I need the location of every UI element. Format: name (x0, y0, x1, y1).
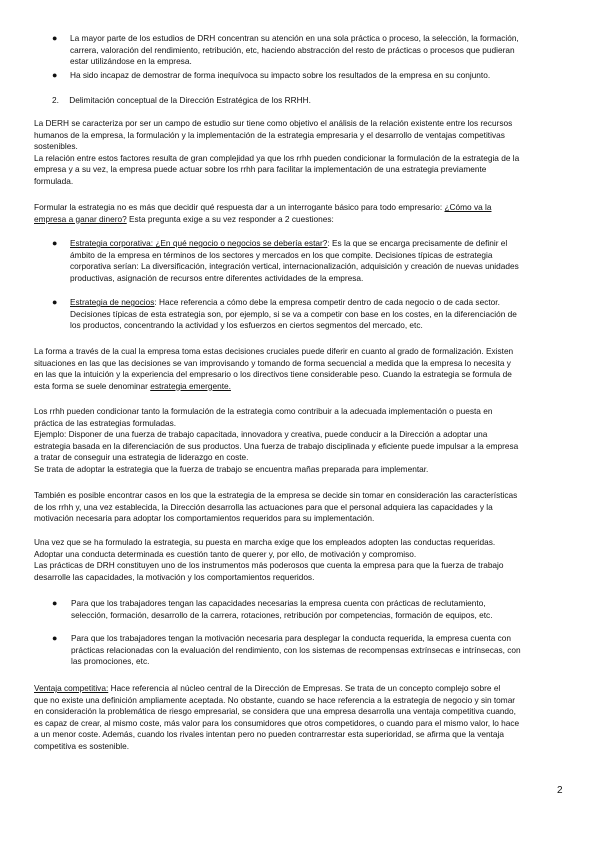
text-span: Formular la estrategia no es más que decidir qué respuesta dar a un interrogante básico para todo empresario: (34, 202, 445, 212)
paragraph (34, 683, 566, 752)
bullet-icon: ● (52, 33, 58, 43)
paragraph (34, 406, 566, 475)
text-line: Los rrhh pueden condicionar tanto la formulación de la estrategia como contribuir a la adecuada implementación o puesta en (34, 406, 493, 416)
bullet-icon: ● (52, 297, 58, 307)
paragraph (34, 118, 566, 187)
text-line: La forma a través de la cual la empresa toma estas decisiones cruciales puede diferir en cuanto al grado de formalización. Existen (34, 346, 514, 356)
text-span: Hace referencia al núcleo central de la Dirección de Empresas. Se trata de un concepto complejo sobre el (108, 683, 501, 693)
term-underlined: Ventaja competitiva: (34, 683, 109, 693)
paragraph (34, 346, 566, 392)
text-line: sostenibles. (34, 141, 78, 151)
question-underlined: ¿Cómo va la (444, 202, 492, 212)
text-line: en consideración la problemática de riesgo empresarial, se considera que una empresa desarrolla una ventaja competitiva cuando, (34, 706, 516, 716)
text-line (70, 297, 567, 309)
text-line: corporativa serían: La diversificación, integración vertical, internacionalización, adquisición y creación de nuevas unidades (70, 261, 519, 271)
text-line (34, 202, 566, 214)
term-underlined: Estrategia de negocios (70, 297, 155, 307)
paragraph (34, 490, 566, 525)
text-line: motivación necesaria para adoptar los comportamientos requeridos para su implementación. (34, 513, 375, 523)
text-line: competitiva es sostenible. (34, 740, 130, 751)
text-line: selección, formación, desarrollo de la carrera, rotaciones, retribución por competencias, formación de equipos, etc. (71, 609, 493, 620)
text-line: empresa y a su vez, la empresa puede actuar sobre los rrhh para facilitar la implementación de una estrategia previamente (34, 164, 487, 174)
text-span: : Hace referencia a cómo debe la empresa competir dentro de cada negocio o de cada sector. (154, 297, 500, 307)
text-line: las promociones, etc. (71, 656, 150, 666)
text-line (34, 214, 566, 226)
text-line: de los rrhh y, una vez establecida, la Dirección desarrolla las actuaciones para que el personal adquiera las capacidades y la (34, 501, 493, 512)
text-line (34, 381, 566, 393)
text-line: a tratar de conseguir una estrategia de liderazgo en coste. (34, 452, 249, 462)
text-line: La DERH se caracteriza por ser un campo de estudio sur tiene como objetivo el análisis de la relación existente entre los recursos (34, 118, 513, 128)
page-number: 2 (557, 785, 563, 796)
text-line: Para que los trabajadores tengan la motivación necesaria para desplegar la conducta requerida, la empresa cuenta con (71, 633, 512, 643)
text-line: También es posible encontrar casos en los que la estrategia de la empresa se decide sin tomar en consideración las características (34, 490, 518, 500)
text-line: Una vez que se ha formulado la estrategia, su puesta en marcha exige que los empleados adopten las conductas requeridas. (34, 537, 496, 547)
text-line: productivas, asignación de recursos entre diferentes actividades de la empresa. (70, 272, 364, 283)
text-line: La relación entre estos factores resulta de gran complejidad ya que los rrhh pueden condicionar la formulación de la estrategia de la (34, 152, 520, 163)
text-line: Ejemplo: Disponer de una fuerza de trabajo capacitada, innovadora y creativa, puede conducir a la Dirección a adoptar una (34, 429, 488, 439)
bullet-icon: ● (52, 238, 58, 248)
bullet-icon: ● (52, 70, 58, 80)
text-line: formulada. (34, 175, 74, 186)
text-line (34, 683, 566, 695)
text-span: Esta pregunta exige a su vez responder a 2 cuestiones: (126, 213, 334, 224)
section-heading (52, 95, 572, 107)
text-line: práctica de las estrategias formuladas. (34, 417, 177, 428)
bullet-icon: ● (52, 633, 58, 643)
text-line: a un menor coste. Además, cuando los rivales intentan pero no pueden contrarrestar esta superioridad, se afirma que la ventaja (34, 729, 504, 739)
text-line: ámbito de la empresa en términos de los sectores y mercados en los que compite. Decisiones típicas de estrategia (70, 249, 493, 260)
text-line: carrera, valoración del rendimiento, retribución, etc, haciendo abstracción del resto de prácticas o procesos que pudieran (70, 44, 515, 55)
text-line: Se trata de adoptar la estrategia que la fuerza de trabajo se encuentra mañas preparada para implementar. (34, 463, 429, 474)
term-underlined: Estrategia corporativa: ¿En qué negocio o negocios se debería estar? (70, 238, 328, 248)
text-line: Ha sido incapaz de demostrar de forma inequívoca su impacto sobre los resultados de la empresa en su conjunto. (70, 70, 491, 80)
text-span: esta forma se suele denominar (34, 380, 151, 391)
text-line: los productos, concentrando la actividad y los esfuerzos en ciertos segmentos del mercado, etc. (70, 320, 423, 330)
paragraph (34, 202, 566, 225)
text-line (70, 238, 567, 250)
text-line: desarrolle las capacidades, la motivación y los comportamientos requeridos. (34, 571, 315, 582)
bullet-icon: ● (52, 598, 58, 608)
section-title: Delimitación conceptual de la Dirección Estratégica de los RRHH. (69, 95, 311, 105)
text-line: Adoptar una conducta determinada es cuestión tanto de querer y, por ello, de motivación y compromiso. (34, 548, 417, 559)
section-number: 2. (52, 95, 59, 105)
text-span: : Es la que se encarga precisamente de definir el (327, 238, 508, 248)
text-line: situaciones en las que las decisiones se van improvisando y tomando de forma secuencial a medida que la empresa lo necesita y (34, 357, 511, 368)
question-underlined: empresa a ganar dinero? (34, 213, 127, 224)
text-line: en las que la intuición y la experiencia del empresario o los directivos tiene considerable peso. Cuando la estrategia se formula de (34, 369, 512, 379)
paragraph (34, 537, 566, 583)
text-line: Para que los trabajadores tengan las capacidades necesarias la empresa cuenta con prácticas de reclutamiento, (71, 598, 486, 608)
text-line: Las prácticas de DRH constituyen uno de los instrumentos más poderosos que cuenta la empresa para que la fuerza de trabajo (34, 560, 504, 570)
text-line: humanos de la empresa, la formulación y la implementación de la estrategia empresaria y el desarrollo de ventajas competitivas (34, 129, 505, 140)
text-line: que no existe una definición ampliamente aceptada. No obstante, cuando se hace referencia a la estrategia de negocio y sin tomar (34, 694, 516, 705)
text-line: La mayor parte de los estudios de DRH concentran su atención en una sola práctica o proceso, la selección, la formación, (70, 33, 519, 43)
text-line: estrategia basada en la diferenciación de sus productos. Una fuerza de trabajo disciplinada y eficiente puede impulsar a la empresa (34, 440, 519, 451)
text-line: estar utilizándose en la empresa. (70, 56, 192, 66)
term-underlined: estrategia emergente. (150, 380, 231, 391)
text-line: prácticas relacionadas con la evaluación del rendimiento, con los sistemas de recompensas extrínsecas e intrínsecas, con (71, 644, 521, 655)
text-line: es capaz de crear, al mismo coste, más valor para los consumidores que otros competidores, o cuando para el mismo valor, lo hace (34, 717, 520, 728)
text-line: Decisiones típicas de esta estrategia son, por ejemplo, si se va a competir con base en los costes, en la diferenciación de (70, 308, 517, 319)
